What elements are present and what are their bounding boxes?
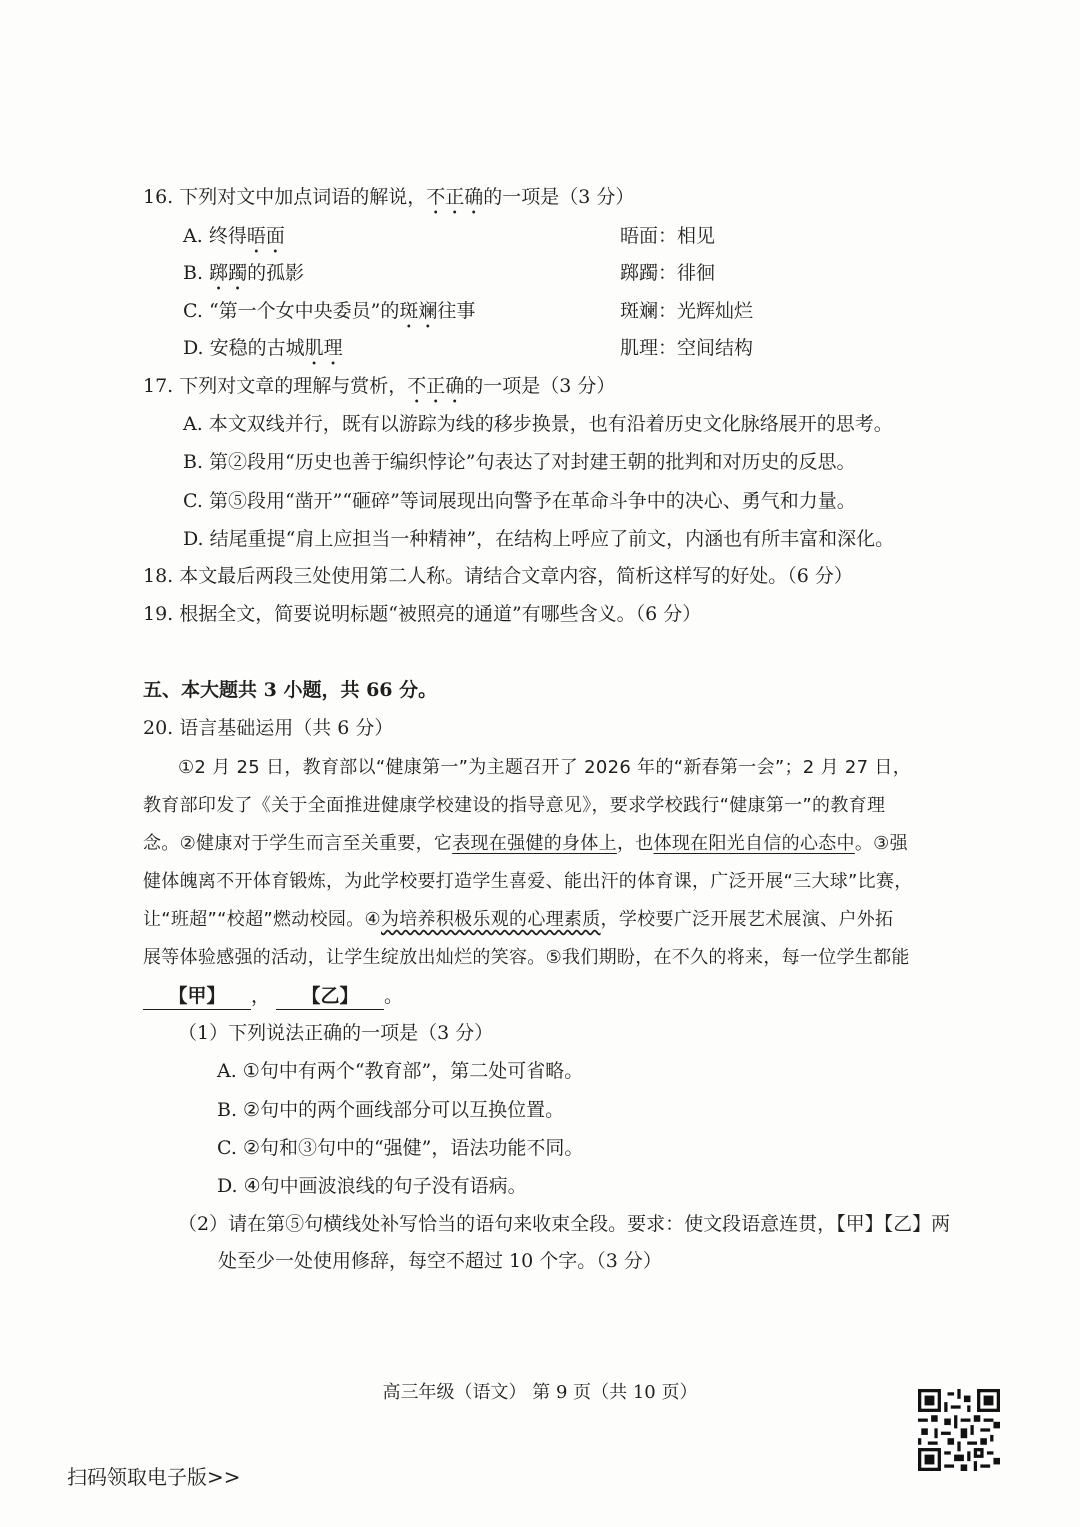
blank-yi: 【乙】 [276, 983, 384, 1010]
q20-sub2-line-2: 处至少一处使用修辞，每空不超过 10 个字。（3 分） [218, 1250, 662, 1272]
q20-passage-line-2: 教育部印发了《关于全面推进健康学校建设的指导意见》，要求学校践行“健康第一”的教育理 [143, 795, 886, 816]
qr-code-icon[interactable] [918, 1389, 1000, 1471]
wavy-underlined-phrase: 为培养积极乐观的心理素质 [380, 909, 601, 930]
q16-option-b: B. 踯躅的孤影 [183, 262, 305, 284]
scan-for-ebook-link[interactable]: 扫码领取电子版>> [67, 1465, 241, 1489]
q17-option-d: D. 结尾重提“肩上应担当一种精神”，在结构上呼应了前文，内涵也有所丰富和深化。 [183, 528, 895, 550]
section-heading: 五、本大题共 3 小题，共 66 分。 [143, 679, 438, 701]
underlined-phrase-2: 体现在阳光自信的心态中 [653, 833, 855, 854]
q16-option-c: C. “第一个女中央委员”的斑斓往事 [183, 300, 476, 322]
q20-passage-line-6: 展等体验感强的活动，让学生绽放出灿烂的笑容。⑤我们期盼，在不久的将来，每一位学生都能 [143, 947, 910, 968]
q20-title: 20. 语言基础运用（共 6 分） [143, 717, 394, 739]
q16-stem: 16. 下列对文中加点词语的解说，不正确的一项是（3 分） [143, 186, 635, 208]
q16-option-a: A. 终得晤面 [183, 225, 285, 247]
q16-gloss-b: 踯躅：徘徊 [620, 262, 716, 284]
q20-passage-line-1: ①2 月 25 日，教育部以“健康第一”为主题召开了 2026 年的“新春第一会”；2 月 27 日， [178, 757, 912, 778]
q16-gloss-c: 斑斓：光辉灿烂 [620, 300, 754, 322]
q18-stem: 18. 本文最后两段三处使用第二人称。请结合文章内容，简析这样写的好处。（6 分） [143, 565, 853, 587]
q20-sub1-option-a: A. ①句中有两个“教育部”，第二处可省略。 [217, 1060, 584, 1082]
q20-sub2-line-1: （2）请在第⑤句横线处补写恰当的语句来收束全段。要求：使文段语意连贯，【甲】【乙】两 [178, 1213, 951, 1235]
q20-passage-line-3: 念。②健康对于学生而言至关重要，它表现在强健的身体上，也体现在阳光自信的心态中。③强 [143, 833, 908, 854]
q20-sub1-option-c: C. ②句和③句中的“强健”，语法功能不同。 [217, 1137, 584, 1159]
q19-stem: 19. 根据全文，简要说明标题“被照亮的通道”有哪些含义。（6 分） [143, 603, 702, 625]
underlined-phrase-1: 表现在强健的身体上 [452, 833, 617, 854]
q20-passage-line-4: 健体魄离不开体育锻炼，为此学校要打造学生喜爱、能出汗的体育课，广泛开展“三大球”比赛， [143, 871, 913, 892]
q17-stem: 17. 下列对文章的理解与赏析，不正确的一项是（3 分） [143, 375, 616, 397]
q20-sub1-option-b: B. ②句中的两个画线部分可以互换位置。 [217, 1099, 565, 1121]
q20-passage-line-5: 让“班超”“校超”燃动校园。④为培养积极乐观的心理素质，学校要广泛开展艺术展演、户外拓 [143, 909, 894, 930]
q20-sub1-stem: （1）下列说法正确的一项是（3 分） [178, 1022, 494, 1044]
q16-gloss-d: 肌理：空间结构 [620, 337, 754, 359]
q17-option-c: C. 第⑤段用“凿开”“砸碎”等词展现出向警予在革命斗争中的决心、勇气和力量。 [183, 490, 856, 512]
blank-jia: 【甲】 [143, 983, 251, 1010]
q16-gloss-a: 晤面：相见 [620, 225, 716, 247]
q17-option-a: A. 本文双线并行，既有以游踪为线的移步换景，也有沿着历史文化脉络展开的思考。 [183, 413, 893, 435]
page-footer: 高三年级（语文） 第 9 页（共 10 页） [382, 1382, 698, 1403]
q17-option-b: B. 第②段用“历史也善于编织悖论”句表达了对封建王朝的批判和对历史的反思。 [183, 451, 856, 473]
q16-option-d: D. 安稳的古城肌理 [183, 337, 343, 359]
q20-sub1-option-d: D. ④句中画波浪线的句子没有语病。 [217, 1175, 527, 1197]
q20-fill-blanks: 【甲】 ， 【乙】 。 [143, 983, 403, 1010]
